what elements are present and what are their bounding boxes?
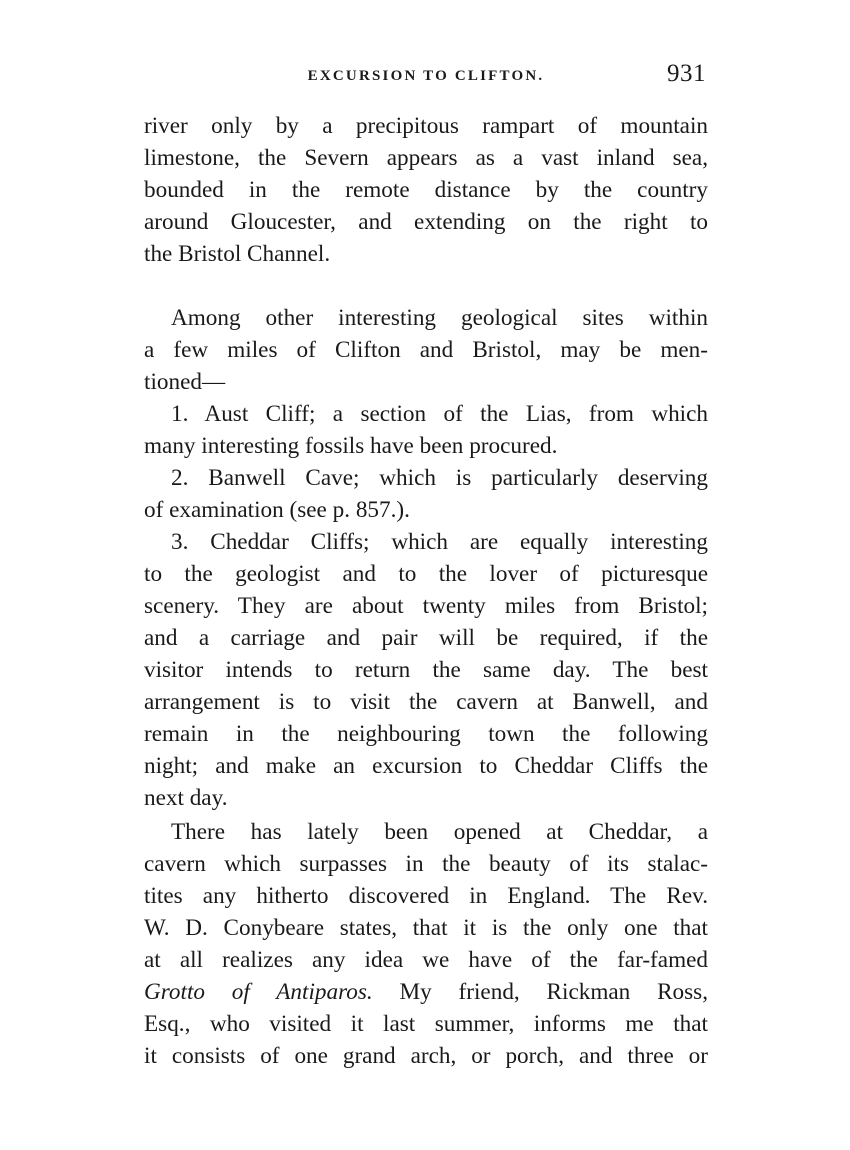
running-head (144, 60, 708, 92)
text-span: My friend, Rickman Ross, (372, 979, 708, 1005)
text-line: visitor intends to return the same day. The best (144, 657, 708, 683)
text-line: 2. Banwell Cave; which is particularly deserving (171, 465, 708, 491)
text-line: 3. Cheddar Cliffs; which are equally interesting (171, 529, 708, 555)
text-line: to the geologist and to the lover of picturesque (144, 561, 708, 587)
text-line: bounded in the remote distance by the country (144, 177, 708, 203)
text-line: cavern which surpasses in the beauty of its stalac- (144, 851, 708, 877)
running-title: EXCURSION TO CLIFTON. (307, 68, 545, 84)
page-number: 931 (667, 60, 706, 87)
text-line: arrangement is to visit the cavern at Banwell, and (144, 689, 708, 715)
italic-title: Grotto of Antiparos. (144, 979, 373, 1005)
text-line: Esq., who visited it last summer, informs me that (144, 1011, 708, 1037)
text-line: tioned— (144, 369, 226, 395)
text-line: Among other interesting geological sites within (171, 305, 708, 331)
text-line: limestone, the Severn appears as a vast inland sea, (144, 145, 708, 171)
text-line: it consists of one grand arch, or porch, and three or (144, 1043, 708, 1069)
text-line: W. D. Conybeare states, that it is the only one that (144, 915, 708, 941)
text-line: many interesting fossils have been procured. (144, 433, 558, 459)
text-line: around Gloucester, and extending on the right to (144, 209, 708, 235)
text-line: night; and make an excursion to Cheddar Cliffs the (144, 753, 708, 779)
text-line: at all realizes any idea we have of the far-famed (144, 947, 708, 973)
text-line: scenery. They are about twenty miles from Bristol; (144, 593, 708, 619)
text-line: river only by a precipitous rampart of mountain (144, 113, 708, 139)
text-line: next day. (144, 785, 228, 811)
text-line: remain in the neighbouring town the following (144, 721, 708, 747)
text-line: the Bristol Channel. (144, 241, 331, 267)
text-line: There has lately been opened at Cheddar, a (171, 819, 708, 845)
text-line: 1. Aust Cliff; a section of the Lias, from which (171, 401, 708, 427)
text-line: tites any hitherto discovered in England. The Rev. (144, 883, 708, 909)
text-line-with-italic (144, 976, 708, 1008)
text-line: of examination (see p. 857.). (144, 497, 410, 523)
text-line: a few miles of Clifton and Bristol, may be men- (144, 337, 708, 363)
text-line: and a carriage and pair will be required, if the (144, 625, 708, 651)
